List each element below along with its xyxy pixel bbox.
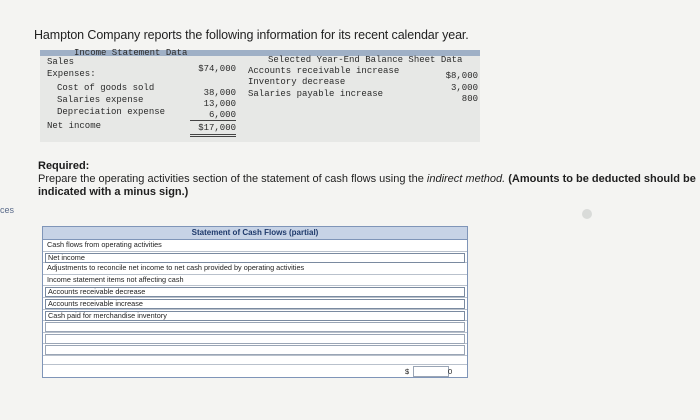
line-item-input[interactable]: Accounts receivable decrease	[45, 287, 465, 297]
side-nav-label[interactable]: ces	[0, 205, 15, 215]
subtotal-line	[190, 120, 236, 121]
line-item-input[interactable]: Accounts receivable increase	[45, 299, 465, 309]
table-row	[43, 252, 467, 264]
cogs-label: Cost of goods sold	[57, 83, 155, 93]
net-income-label: Net income	[47, 121, 102, 131]
cash-flow-statement-table	[42, 226, 468, 378]
salaries-value: 13,000	[203, 99, 236, 109]
income-header: Income Statement Data	[74, 48, 188, 58]
salaries-label: Salaries expense	[57, 95, 144, 105]
table-row-label: Income statement items not affecting cash	[43, 275, 467, 287]
salaries-payable-label: Salaries payable increase	[248, 89, 384, 99]
total-dollar-sign: $	[405, 366, 410, 376]
ar-label: Accounts receivable increase	[248, 66, 400, 76]
dep-label: Depreciation expense	[57, 107, 166, 117]
table-row	[43, 321, 467, 333]
problem-title: Hampton Company reports the following information for its recent calendar year.	[34, 28, 469, 42]
dep-value: 6,000	[208, 110, 236, 120]
table-row-label: Cash flows from operating activities	[43, 240, 467, 252]
cogs-value: 38,000	[203, 88, 236, 98]
required-heading: Required:	[38, 160, 90, 172]
line-item-input-empty[interactable]	[45, 345, 465, 355]
table-row	[43, 298, 467, 310]
sales-label: Sales	[47, 57, 75, 67]
total-row	[43, 365, 467, 377]
table-row	[43, 310, 467, 322]
table-row	[43, 333, 467, 345]
total-value: 0	[448, 366, 453, 376]
sales-value: $74,000	[198, 64, 236, 74]
table-row-spacer	[43, 356, 467, 365]
line-item-input[interactable]: Cash paid for merchandise inventory	[45, 311, 465, 321]
total-amount-cell	[413, 366, 449, 377]
double-line-1	[190, 134, 236, 135]
required-text: Prepare the operating activities section of the statement of cash flows using the indirect method. (Amounts to be deducted should be	[38, 173, 696, 185]
table-row-label: Adjustments to reconcile net income to net cash provided by operating activities	[43, 263, 467, 275]
line-item-input[interactable]: Net income	[45, 253, 465, 263]
expenses-label: Expenses:	[47, 69, 96, 79]
table-row	[43, 344, 467, 356]
inventory-value: 3,000	[450, 83, 478, 93]
line-item-input-empty[interactable]	[45, 334, 465, 344]
line-item-input-empty[interactable]	[45, 322, 465, 332]
net-income-value: $17,000	[198, 123, 236, 133]
inventory-label: Inventory decrease	[248, 77, 346, 87]
double-line-2	[190, 136, 236, 137]
salaries-payable-value: 800	[461, 94, 478, 104]
required-text-line2: indicated with a minus sign.)	[38, 186, 189, 198]
cursor-dot	[582, 209, 592, 219]
table-row	[43, 286, 467, 298]
ar-value: $8,000	[445, 71, 478, 81]
statement-header: Statement of Cash Flows (partial)	[43, 227, 467, 240]
balance-header: Selected Year-End Balance Sheet Data	[268, 55, 463, 65]
